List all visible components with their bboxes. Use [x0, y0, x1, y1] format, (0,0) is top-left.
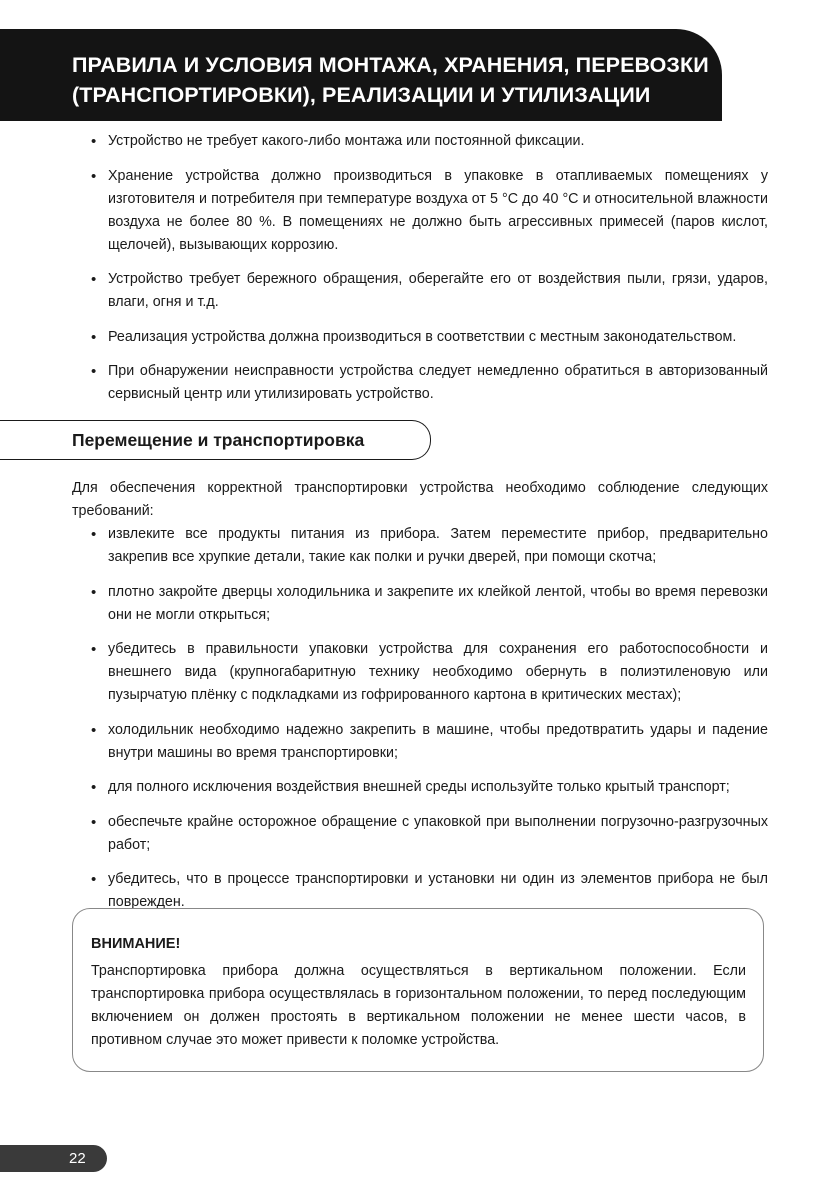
transport-list-item: • убедитесь в правильности упаковки устройства для сохранения его работоспособности и внешнего вида (крупногабаритную технику необходимо обернуть в полиэтиленовую или пузырчатую плёнку с подкладками из гофрированного картона в критических местах);	[91, 638, 768, 707]
transport-list	[91, 523, 768, 926]
rules-list-item: • При обнаружении неисправности устройства следует немедленно обратиться в авторизованный сервисный центр или утилизировать устройство.	[91, 360, 768, 406]
rules-list-item: • Устройство требует бережного обращения, оберегайте его от воздействия пыли, грязи, ударов, влаги, огня и т.д.	[91, 268, 768, 314]
page-title	[72, 50, 712, 110]
transport-list-item: • убедитесь, что в процессе транспортировки и установки ни один из элементов прибора не был поврежден.	[91, 868, 768, 914]
transport-list-item: • для полного исключения воздействия внешней среды используйте только крытый транспорт;	[91, 776, 768, 799]
transport-intro: Для обеспечения корректной транспортировки устройства необходимо соблюдение следующих требований:	[72, 480, 768, 519]
warning-text: Транспортировка прибора должна осуществляться в вертикальном положении. Если транспортировка прибора осуществлялась в горизонтальном положении, то перед последующим включением он должен простоять в вертикальном положении не менее шести часов, в противном случае это может привести к поломке устройства.	[91, 963, 746, 1048]
page-title-line-2: (ТРАНСПОРТИРОВКИ), РЕАЛИЗАЦИИ И УТИЛИЗАЦИИ	[72, 83, 651, 107]
transport-list-item: • извлеките все продукты питания из прибора. Затем переместите прибор, предварительно закрепив все хрупкие детали, такие как полки и ручки дверей, при помощи скотча;	[91, 523, 768, 569]
rules-list-item: • Устройство не требует какого-либо монтажа или постоянной фиксации.	[91, 130, 768, 153]
section-heading: Перемещение и транспортировка	[72, 430, 365, 450]
page-number: 22	[69, 1150, 86, 1167]
rules-list	[91, 130, 768, 418]
page-number-tab	[0, 1145, 107, 1172]
transport-list-item: • холодильник необходимо надежно закрепить в машине, чтобы предотвратить удары и падение внутри машины во время транспортировки;	[91, 719, 768, 765]
transport-list-item: • плотно закройте дверцы холодильника и закрепите их клейкой лентой, чтобы во время перевозки они не могли открыться;	[91, 581, 768, 627]
transport-list-item: • обеспечьте крайне осторожное обращение с упаковкой при выполнении погрузочно-разгрузочных работ;	[91, 811, 768, 857]
page-title-line-1: ПРАВИЛА И УСЛОВИЯ МОНТАЖА, ХРАНЕНИЯ, ПЕРЕВОЗКИ	[72, 53, 709, 77]
rules-list-item: • Хранение устройства должно производиться в упаковке в отапливаемых помещениях у изготовителя и потребителя при температуре воздуха от 5 °С до 40 °С и относительной влажности воздуха не более 80 %. В помещениях не должно быть агрессивных примесей (паров кислот, щелочей), вызывающих коррозию.	[91, 165, 768, 257]
warning-title: ВНИМАНИЕ!	[91, 936, 181, 952]
rules-list-item: • Реализация устройства должна производиться в соответствии с местным законодательством.	[91, 326, 768, 349]
